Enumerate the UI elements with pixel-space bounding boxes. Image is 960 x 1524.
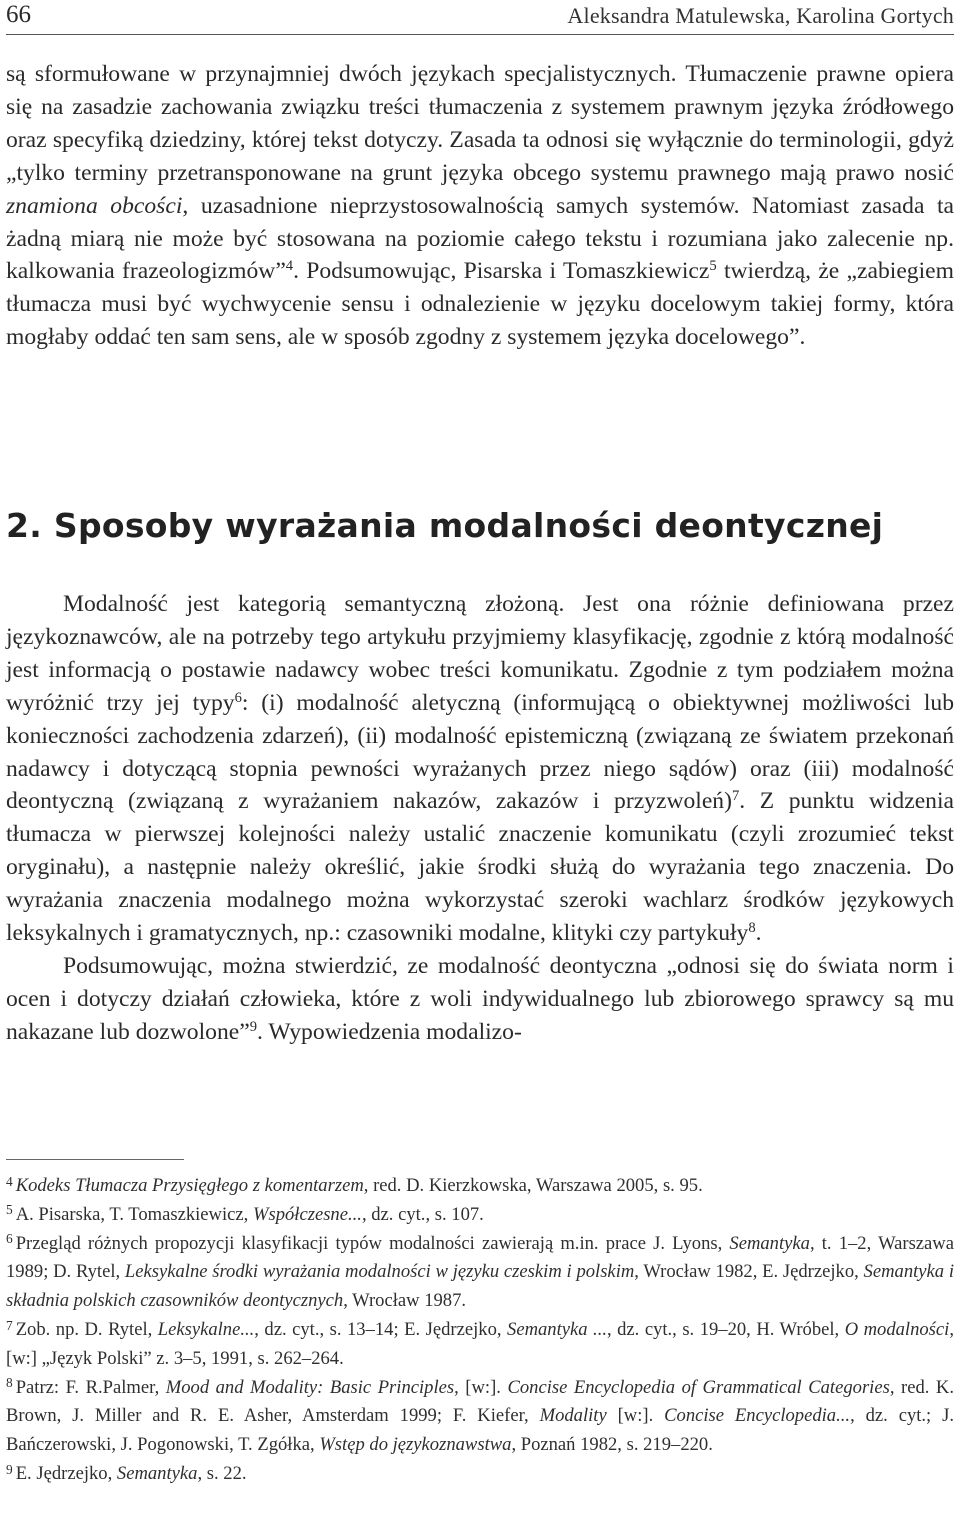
footnote-8 (6, 1374, 954, 1460)
text-run: E. Jędrzejko, (15, 1462, 117, 1484)
italic-title: Semantyka ... (507, 1318, 607, 1340)
italic-title: Współczesne... (252, 1203, 362, 1225)
paragraph (6, 58, 954, 354)
italic-title: Wstęp do językoznawstwa (319, 1434, 512, 1456)
footnote-number: 5 (6, 1202, 13, 1218)
footnote-5 (6, 1201, 954, 1230)
italic-title: Semantyka i składnia polskich czasowników deontycznych (6, 1261, 955, 1312)
footnote-number: 6 (6, 1231, 13, 1247)
text-run: , [w:] „Język Polski” z. 3–5, 1991, s. 262–264. (6, 1318, 954, 1369)
footnote-ref-8[interactable]: 8 (748, 920, 756, 937)
text-run: Podsumowując, można stwierdzić, ze modalność deontyczna „odnosi się do świata norm i ocen i dotyczy działań człowieka, które z woli indywidualnego lub zbiorowego sprawcy są mu nakazane lub dozwolone” (6, 952, 954, 1045)
footnote-divider (6, 1159, 184, 1160)
running-head: Aleksandra Matulewska, Karolina Gortych (567, 3, 954, 28)
text-run: , s. 22. (197, 1462, 247, 1484)
text-run: Przegląd różnych propozycji klasyfikacji typów modalności zawierają m.in. prace J. Lyons, (15, 1232, 730, 1254)
page-header (6, 0, 954, 35)
text-run: . Z punktu widzenia tłumacza w pierwszej kolejności należy ustalić znaczenie komunikatu (czyli zrozumieć tekst oryginału), a następnie należy określić, jakie środki służą do wyrażania tego znaczenia. Do wyrażania znaczenia modalnego można wykorzystać szeroki wachlarz środków językowych leksykalnych i gramatycznych, np.: czasowniki modalne, klityki czy partykuły (6, 788, 954, 947)
paragraph (6, 588, 954, 950)
italic-term: znamiona obcości (6, 192, 183, 219)
footnotes (6, 1172, 954, 1489)
text-run: . Wypowiedzenia modalizo- (257, 1018, 522, 1045)
text-run: , t. 1–2, Warszawa 1989; D. Rytel, (6, 1232, 954, 1283)
footnote-ref-7[interactable]: 7 (731, 788, 740, 805)
footnote-number: 8 (6, 1375, 13, 1391)
italic-title: O modalności (844, 1318, 950, 1340)
text-run: , dz. cyt., s. 19–20, H. Wróbel, (607, 1318, 845, 1340)
italic-title: Kodeks Tłumacza Przysięgłego z komentarzem (15, 1175, 364, 1196)
footnote-ref-6[interactable]: 6 (234, 689, 242, 706)
footnote-number: 7 (6, 1317, 13, 1333)
italic-title: Concise Encyclopedia... (664, 1405, 851, 1427)
text-run: , Poznań 1982, s. 219–220. (511, 1434, 713, 1456)
text-run: , dz. cyt., s. 107. (361, 1203, 484, 1225)
text-run: : (i) modalność aletyczną (informującą o obiektywnej możliwości lub konieczności zachodzenia zdarzeń), (ii) modalność epistemiczną (związaną ze światem przekonań nadawcy i dotyczącą stopnia pewności wyrażanych przez niego sądów) oraz (iii) modalność deontyczną (związaną z wyrażaniem nakazów, zakazów i przyzwoleń) (6, 689, 954, 815)
section-body (6, 588, 954, 1049)
text-run: . (755, 920, 762, 947)
text-run: , dz. cyt.; J. Bańczerowski, J. Pogonowski, T. Zgółka, (6, 1405, 954, 1456)
footnote-ref-5[interactable]: 5 (709, 258, 717, 275)
text-run: Zob. np. D. Rytel, (15, 1318, 158, 1340)
italic-title: Semantyka (729, 1232, 810, 1254)
text-run: twierdzą, że „zabiegiem tłumacza musi być wychwycenie sensu i odnalezienie w języku docelowym takiej formy, która mogłaby oddać ten sam sens, ale w sposób zgodny z systemem języka docelowego”. (6, 258, 954, 351)
footnote-4 (6, 1172, 954, 1201)
text-run: Patrz: F. R.Palmer, (15, 1376, 166, 1398)
footnote-9 (6, 1460, 954, 1489)
text-run: , red. D. Kierzkowska, Warszawa 2005, s. 95. (363, 1175, 703, 1196)
section-heading: 2. Sposoby wyrażania modalności deontycznej (6, 506, 884, 545)
text-run: , Wrocław 1982, E. Jędrzejko, (634, 1261, 864, 1283)
footnote-ref-9[interactable]: 9 (249, 1018, 258, 1035)
text-run: A. Pisarska, T. Tomaszkiewicz, (15, 1203, 253, 1225)
italic-title: Semantyka (116, 1462, 198, 1484)
text-run: , red. K. Brown, J. Miller and R. E. Asher, Amsterdam 1999; F. Kiefer, (6, 1376, 954, 1427)
intro-paragraph (6, 58, 954, 354)
text-run: Modalność jest kategorią semantyczną złożoną. Jest ona różnie definiowana przez językoznawców, ale na potrzeby tego artykułu przyjmiemy klasyfikację, zgodnie z którą modalność jest informacją o postawie nadawcy wobec treści komunikatu. Zgodnie z tym podziałem można wyróżnić trzy jej typy (6, 591, 954, 716)
text-run: , uzasadnione nieprzystosowalnością samych systemów. Natomiast zasada ta żadną miarą nie może być stosowana na poziomie całego tekstu i rozumiana jako zalecenie np. kalkowania frazeologizmów” (6, 192, 954, 285)
italic-title: Mood and Modality: Basic Principles (165, 1376, 455, 1398)
footnote-number: 4 (6, 1173, 13, 1189)
footnote-number: 9 (6, 1461, 13, 1477)
footnote-7 (6, 1316, 954, 1374)
text-run: , [w:]. (454, 1376, 508, 1398)
italic-title: Modality (539, 1405, 607, 1427)
page-number: 66 (6, 1, 31, 28)
text-run: , dz. cyt., s. 13–14; E. Jędrzejko, (254, 1318, 508, 1340)
italic-title: Leksykalne... (157, 1318, 255, 1340)
italic-title: Leksykalne środki wyrażania modalności w języku czeskim i polskim (124, 1261, 635, 1283)
paragraph (6, 950, 954, 1049)
footnote-6 (6, 1230, 954, 1316)
footnote-ref-4[interactable]: 4 (285, 258, 294, 275)
text-run: są sformułowane w przynajmniej dwóch językach specjalistycznych. Tłumaczenie prawne opiera się na zasadzie zachowania związku treści tłumaczenia z systemem prawnym języka źródłowego oraz specyfiką dziedziny, której tekst dotyczy. Zasada ta odnosi się wyłącznie do terminologii, gdyż „tylko terminy przetransponowane na grunt języka obcego systemu prawnego mają prawo nosić (6, 61, 954, 186)
text-run: . Podsumowując, Pisarska i Tomaszkiewicz (293, 258, 710, 285)
italic-title: Concise Encyclopedia of Grammatical Categories (507, 1376, 890, 1398)
text-run: , Wrocław 1987. (343, 1290, 467, 1312)
text-run: [w:]. (606, 1405, 665, 1427)
